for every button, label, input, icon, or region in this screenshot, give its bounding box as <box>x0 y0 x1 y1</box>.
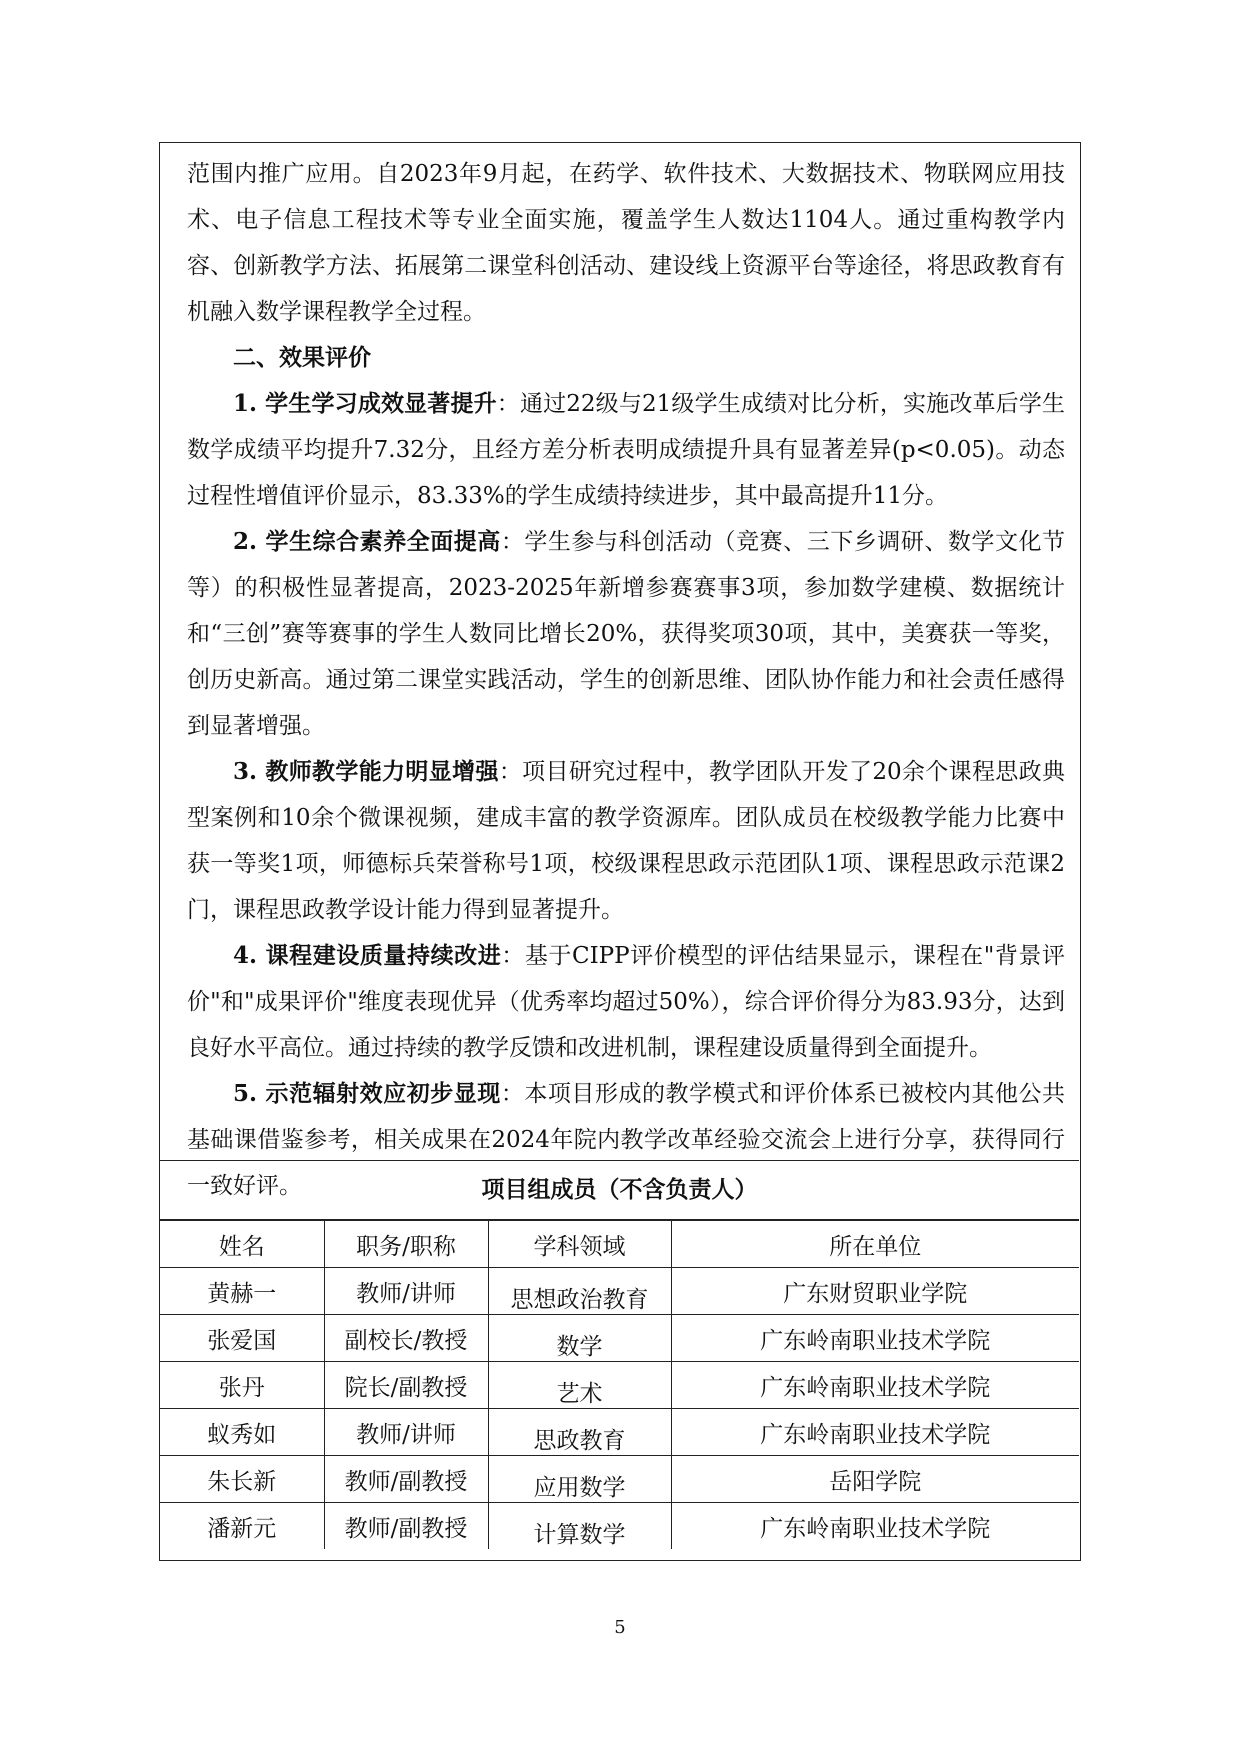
item-text: ：基于CIPP评价模型的评估结果显示，课程在"背景评价"和"成果评价"维度表现优异（优秀率均超过50%），综合评价得分为83.93分，达到良好水平高位。通过持续的教学反馈和改进机制，课程建设质量得到全面提升。 <box>187 943 1065 1061</box>
item-title: 2. 学生综合素养全面提高 <box>233 528 501 555</box>
header-name: 姓名 <box>160 1221 324 1268</box>
table-row <box>160 1315 1079 1362</box>
item-title: 3. 教师教学能力明显增强 <box>233 758 499 785</box>
header-position: 职务/职称 <box>324 1221 488 1268</box>
item-title: 4. 课程建设质量持续改进 <box>233 942 502 969</box>
member-discipline: 艺术 <box>488 1362 671 1409</box>
table-row <box>160 1456 1079 1503</box>
body-text <box>187 151 1065 1209</box>
member-discipline: 计算数学 <box>488 1503 671 1550</box>
members-title: 项目组成员（不含负责人） <box>160 1161 1079 1220</box>
item-title: 5. 示范辐射效应初步显现 <box>233 1080 501 1107</box>
members-table <box>160 1220 1079 1549</box>
member-unit: 广东岭南职业技术学院 <box>671 1315 1079 1362</box>
member-name: 潘新元 <box>160 1503 324 1550</box>
item-title: 1. 学生学习成效显著提升 <box>233 390 497 417</box>
member-discipline: 思政教育 <box>488 1409 671 1456</box>
member-position: 教师/讲师 <box>324 1409 488 1456</box>
table-row <box>160 1362 1079 1409</box>
member-discipline: 应用数学 <box>488 1456 671 1503</box>
member-name: 张丹 <box>160 1362 324 1409</box>
evaluation-item-1 <box>187 381 1065 519</box>
evaluation-item-4 <box>187 933 1065 1071</box>
member-name: 朱长新 <box>160 1456 324 1503</box>
table-row <box>160 1503 1079 1550</box>
page-number: 5 <box>614 1617 626 1638</box>
member-position: 教师/副教授 <box>324 1503 488 1550</box>
item-text: ：本项目形成的教学模式和评价体系已被校内其他公共基础课借鉴参考，相关成果在2024年院内教学改革经验交流会上进行分享，获得同行一致好评。 <box>187 1081 1065 1199</box>
member-name: 张爱国 <box>160 1315 324 1362</box>
member-unit: 岳阳学院 <box>671 1456 1079 1503</box>
member-unit: 广东岭南职业技术学院 <box>671 1362 1079 1409</box>
document-frame <box>159 142 1081 1561</box>
intro-paragraph: 范围内推广应用。自2023年9月起，在药学、软件技术、大数据技术、物联网应用技术、电子信息工程技术等专业全面实施，覆盖学生人数达1104人。通过重构教学内容、创新教学方法、拓展第二课堂科创活动、建设线上资源平台等途径，将思政教育有机融入数学课程教学全过程。 <box>187 161 1065 325</box>
member-position: 教师/讲师 <box>324 1268 488 1315</box>
item-text: ：学生参与科创活动（竞赛、三下乡调研、数学文化节等）的积极性显著提高，2023-2025年新增参赛赛事3项，参加数学建模、数据统计和“三创”赛等赛事的学生人数同比增长20%，获得奖项30项，其中，美赛获一等奖，创历史新高。通过第二课堂实践活动，学生的创新思维、团队协作能力和社会责任感得到显著增强。 <box>187 529 1065 739</box>
member-position: 副校长/教授 <box>324 1315 488 1362</box>
member-position: 院长/副教授 <box>324 1362 488 1409</box>
section-heading: 二、效果评价 <box>233 344 371 371</box>
member-unit: 广东财贸职业学院 <box>671 1268 1079 1315</box>
member-name: 黄赫一 <box>160 1268 324 1315</box>
member-unit: 广东岭南职业技术学院 <box>671 1503 1079 1550</box>
header-unit: 所在单位 <box>671 1221 1079 1268</box>
member-unit: 广东岭南职业技术学院 <box>671 1409 1079 1456</box>
members-section <box>160 1160 1079 1561</box>
header-discipline: 学科领域 <box>488 1221 671 1268</box>
member-name: 蚁秀如 <box>160 1409 324 1456</box>
evaluation-item-2 <box>187 519 1065 749</box>
table-row <box>160 1409 1079 1456</box>
member-discipline: 数学 <box>488 1315 671 1362</box>
table-header-row <box>160 1221 1079 1268</box>
item-text: ：项目研究过程中，教学团队开发了20余个课程思政典型案例和10余个微课视频，建成丰富的教学资源库。团队成员在校级教学能力比赛中获一等奖1项，师德标兵荣誉称号1项，校级课程思政示范团队1项、课程思政示范课2门，课程思政教学设计能力得到显著提升。 <box>187 759 1065 923</box>
member-position: 教师/副教授 <box>324 1456 488 1503</box>
item-text: ：通过22级与21级学生成绩对比分析，实施改革后学生数学成绩平均提升7.32分，且经方差分析表明成绩提升具有显著差异(p<0.05)。动态过程性增值评价显示，83.33%的学生成绩持续进步，其中最高提升11分。 <box>187 391 1065 509</box>
table-row <box>160 1268 1079 1315</box>
member-discipline: 思想政治教育 <box>488 1268 671 1315</box>
evaluation-item-3 <box>187 749 1065 933</box>
